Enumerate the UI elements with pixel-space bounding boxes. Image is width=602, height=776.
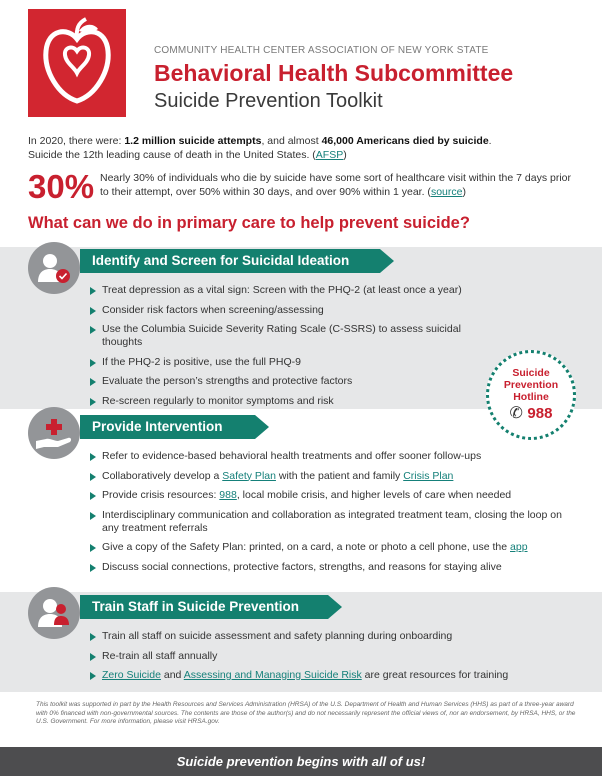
stat-number: 30% xyxy=(28,168,95,205)
staff-icon xyxy=(28,587,80,639)
intro-attempts: 1.2 million suicide attempts xyxy=(124,135,262,147)
hotline-number: 988 xyxy=(527,405,553,422)
stat-source-link[interactable]: source xyxy=(430,185,463,198)
stat-end: ) xyxy=(462,185,466,198)
funding-footnote: This toolkit was supported in part by the Health Resources and Services Administration (HRSA) of the U.S. Department of Health and Human Services (HHS) as part of a three-year award with 0% financed with non-governmental sources. The contents are those of the author(s) and do not necessarily represent the official views of, nor an endorsement, by HRSA, HHS, or the U.S. Government. For more information, please visit HRSA.gov. xyxy=(36,701,576,725)
list-item-text: Train all staff on suicide assessment and safety planning during onboarding xyxy=(102,630,453,642)
intervention-bullet-list xyxy=(90,450,565,574)
train-bullet-list xyxy=(90,630,565,682)
crisis-plan-link[interactable]: Crisis Plan xyxy=(403,469,454,482)
list-item-text: and xyxy=(160,669,184,681)
zero-suicide-link[interactable]: Zero Suicide xyxy=(102,669,161,681)
list-item-text: , local mobile crisis, and higher levels of care when needed xyxy=(236,489,512,501)
list-item-text: Give a copy of the Safety Plan: printed, on a card, a note or photo a cell phone, use the xyxy=(102,541,511,553)
list-item: Treat depression as a vital sign: Screen with the PHQ-2 (at least once a year) xyxy=(90,284,490,297)
list-item: Evaluate the person’s strengths and protective factors xyxy=(90,375,490,388)
section-title-intervention xyxy=(80,415,255,439)
stat-body: Nearly 30% of individuals who die by suicide have some sort of healthcare visit within the 7 days prior to their attempt, over 50% within 30 days, and over 90% within 1 year. ( xyxy=(100,172,571,198)
intro-end: . xyxy=(488,135,492,147)
assessing-risk-link[interactable]: Assessing and Managing Suicide Risk xyxy=(183,669,362,681)
list-item xyxy=(90,561,565,574)
app-link[interactable]: app xyxy=(510,541,528,553)
section-title-identify xyxy=(80,249,380,273)
phone-icon: ✆ xyxy=(509,405,523,422)
list-item: If the PHQ-2 is positive, use the full PHQ-9 xyxy=(90,356,490,369)
list-item-text: Provide crisis resources: xyxy=(102,489,220,501)
hotline-label-line1: Suicide xyxy=(512,367,550,379)
section-title-identify-text: Identify and Screen for Suicidal Ideation xyxy=(92,253,350,268)
list-item-text: are great resources for training xyxy=(361,669,509,681)
question-heading: What can we do in primary care to help prevent suicide? xyxy=(28,214,470,232)
list-item xyxy=(90,509,565,535)
afsp-link[interactable]: AFSP xyxy=(315,148,344,161)
list-item xyxy=(90,630,565,643)
hand-cross-icon xyxy=(28,407,80,459)
list-item xyxy=(90,470,565,483)
hotline-label-line2: Prevention xyxy=(503,379,559,391)
list-item: Use the Columbia Suicide Severity Rating Scale (C-SSRS) to assess suicidal thoughts xyxy=(90,323,490,349)
list-item: Consider risk factors when screening/assessing xyxy=(90,304,490,317)
intro-line2: Suicide the 12th leading cause of death in the United States. ( xyxy=(28,148,316,161)
list-item xyxy=(90,450,565,463)
page-subtitle: Suicide Prevention Toolkit xyxy=(154,90,383,112)
stat-text xyxy=(100,172,580,199)
page-title: Behavioral Health Subcommittee xyxy=(154,60,514,86)
988-link[interactable]: 988 xyxy=(219,489,237,501)
apple-heart-logo-icon xyxy=(28,9,126,117)
intro-deaths: 46,000 Americans died by suicide xyxy=(321,135,489,147)
list-item-text: Refer to evidence-based behavioral health treatments and offer sooner follow-ups xyxy=(102,450,482,462)
safety-plan-link[interactable]: Safety Plan xyxy=(222,469,276,482)
identify-bullet-list xyxy=(90,284,490,408)
hotline-label xyxy=(489,367,573,403)
list-item xyxy=(90,489,565,502)
person-check-icon xyxy=(28,242,80,294)
intro-lead: In 2020, there were: xyxy=(28,135,125,147)
list-item-text: Discuss social connections, protective factors, strengths, and reasons for staying alive xyxy=(102,560,502,573)
list-item: Re-screen regularly to monitor symptoms and risk xyxy=(90,395,490,408)
list-item-text: Re-train all staff annually xyxy=(102,649,218,662)
hotline-label-line3: Hotline xyxy=(513,391,549,403)
section-title-train xyxy=(80,595,328,619)
intro-paragraph xyxy=(28,135,588,162)
section-title-train-text: Train Staff in Suicide Prevention xyxy=(92,599,300,614)
list-item xyxy=(90,669,565,682)
list-item-text: Interdisciplinary communication and collaboration as integrated treatment team, closing the loop on any treatment referrals xyxy=(102,508,562,534)
chca-logo xyxy=(28,9,126,117)
list-item xyxy=(90,650,565,663)
footer-banner: Suicide prevention begins with all of us! xyxy=(0,747,602,776)
list-item xyxy=(90,541,565,554)
intro-mid: , and almost xyxy=(261,135,322,147)
intro-line2-end: ) xyxy=(343,148,347,161)
section-title-intervention-text: Provide Intervention xyxy=(92,419,223,434)
list-item-text: Collaboratively develop a xyxy=(102,469,223,482)
list-item-text: with the patient and family xyxy=(275,469,404,482)
hotline-badge xyxy=(486,350,576,440)
organization-name: COMMUNITY HEALTH CENTER ASSOCIATION OF NEW YORK STATE xyxy=(154,45,489,56)
